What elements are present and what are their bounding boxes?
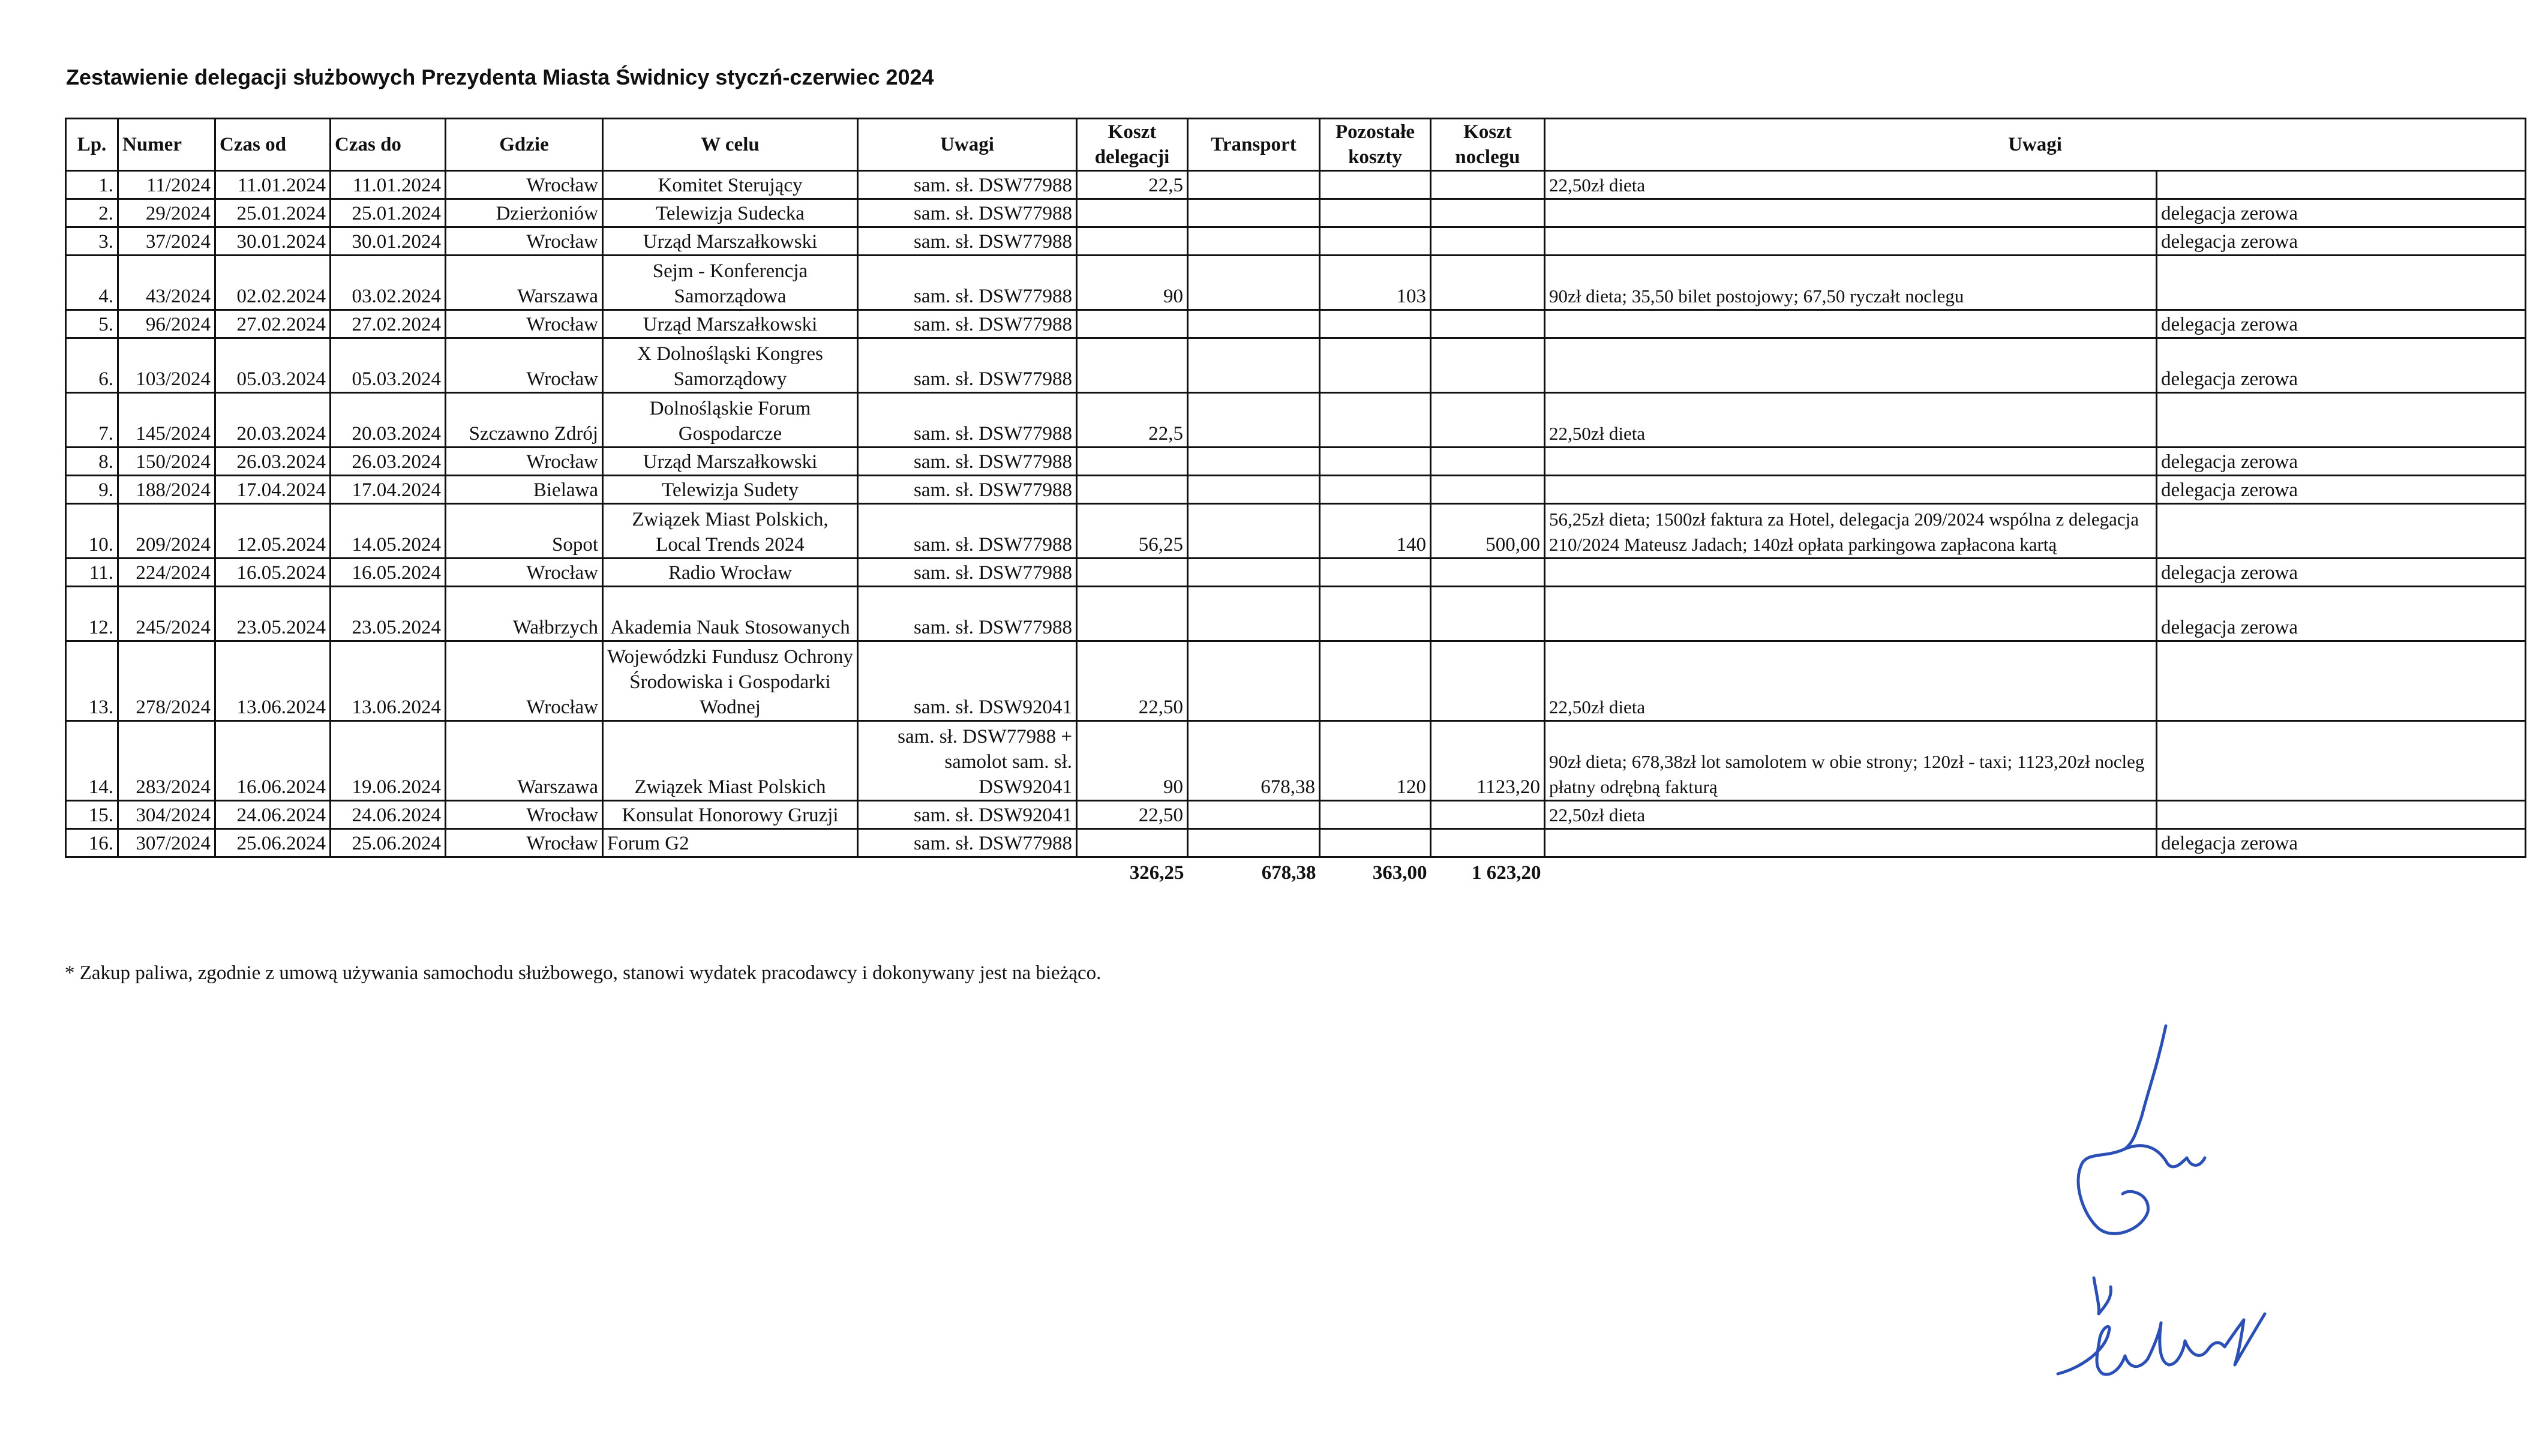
header-numer: Numer xyxy=(118,119,215,171)
cell-numer: 11/2024 xyxy=(118,171,215,199)
cell-czas-od: 25.06.2024 xyxy=(215,829,331,857)
cell-pozostale-koszty xyxy=(1320,559,1431,587)
cell-delegacja-zerowa xyxy=(2157,721,2526,801)
cell-koszt-noclegu xyxy=(1431,448,1545,476)
cell-w-celu: Urząd Marszałkowski xyxy=(603,310,858,338)
header-uwagi: Uwagi xyxy=(858,119,1077,171)
cell-pozostale-koszty xyxy=(1320,310,1431,338)
cell-uwagi: sam. sł. DSW77988 xyxy=(858,829,1077,857)
cell-delegacja-zerowa: delegacja zerowa xyxy=(2157,476,2526,504)
cell-delegacja-zerowa xyxy=(2157,256,2526,310)
cell-czas-do: 17.04.2024 xyxy=(331,476,446,504)
cell-czas-od: 26.03.2024 xyxy=(215,448,331,476)
cell-koszt-noclegu xyxy=(1431,256,1545,310)
cell-koszt-noclegu xyxy=(1431,559,1545,587)
cell-koszt-noclegu xyxy=(1431,199,1545,227)
cell-delegacja-zerowa: delegacja zerowa xyxy=(2157,559,2526,587)
cell-czas-do: 13.06.2024 xyxy=(331,641,446,721)
table-row xyxy=(66,171,2526,199)
cell-opis: 90zł dieta; 35,50 bilet postojowy; 67,50 ryczałt noclegu xyxy=(1545,256,2157,310)
cell-lp: 11. xyxy=(66,559,118,587)
footnote: * Zakup paliwa, zgodnie z umową używania samochodu służbowego, stanowi wydatek pracodawcy i dokonywany jest na bieżąco. xyxy=(65,962,1102,984)
cell-delegacja-zerowa: delegacja zerowa xyxy=(2157,829,2526,857)
cell-numer: 29/2024 xyxy=(118,199,215,227)
signature-stroke xyxy=(2058,1314,2265,1374)
cell-koszt-delegacji xyxy=(1077,559,1188,587)
cell-uwagi: sam. sł. DSW77988 xyxy=(858,476,1077,504)
cell-koszt-noclegu xyxy=(1431,476,1545,504)
cell-transport xyxy=(1188,504,1320,559)
cell-lp: 16. xyxy=(66,829,118,857)
table-row xyxy=(66,256,2526,310)
cell-gdzie: Bielawa xyxy=(446,476,603,504)
cell-numer: 150/2024 xyxy=(118,448,215,476)
cell-gdzie: Sopot xyxy=(446,504,603,559)
cell-czas-do: 26.03.2024 xyxy=(331,448,446,476)
cell-w-celu: Akademia Nauk Stosowanych xyxy=(603,587,858,641)
cell-gdzie: Warszawa xyxy=(446,256,603,310)
cell-w-celu: Urząd Marszałkowski xyxy=(603,448,858,476)
cell-czas-od: 02.02.2024 xyxy=(215,256,331,310)
cell-numer: 145/2024 xyxy=(118,393,215,448)
cell-uwagi: sam. sł. DSW92041 xyxy=(858,801,1077,829)
cell-delegacja-zerowa: delegacja zerowa xyxy=(2157,310,2526,338)
cell-czas-od: 25.01.2024 xyxy=(215,199,331,227)
cell-czas-od: 16.06.2024 xyxy=(215,721,331,801)
cell-czas-od: 23.05.2024 xyxy=(215,587,331,641)
cell-transport xyxy=(1188,256,1320,310)
cell-opis: 90zł dieta; 678,38zł lot samolotem w obie strony; 120zł - taxi; 1123,20zł nocleg płatny odrębną fakturą xyxy=(1545,721,2157,801)
cell-uwagi: sam. sł. DSW77988 xyxy=(858,448,1077,476)
table-row xyxy=(66,393,2526,448)
total-koszt-delegacji: 326,25 xyxy=(1129,862,1184,884)
cell-koszt-delegacji: 22,50 xyxy=(1077,641,1188,721)
cell-koszt-noclegu: 1123,20 xyxy=(1431,721,1545,801)
cell-transport xyxy=(1188,559,1320,587)
cell-numer: 103/2024 xyxy=(118,338,215,393)
cell-gdzie: Wrocław xyxy=(446,227,603,256)
cell-koszt-noclegu xyxy=(1431,829,1545,857)
cell-transport xyxy=(1188,641,1320,721)
cell-transport: 678,38 xyxy=(1188,721,1320,801)
cell-opis xyxy=(1545,310,2157,338)
document-title: Zestawienie delegacji służbowych Prezydenta Miasta Świdnicy styczń-czerwiec 2024 xyxy=(66,65,934,89)
cell-lp: 9. xyxy=(66,476,118,504)
cell-pozostale-koszty xyxy=(1320,801,1431,829)
cell-opis: 22,50zł dieta xyxy=(1545,641,2157,721)
cell-delegacja-zerowa xyxy=(2157,393,2526,448)
cell-transport xyxy=(1188,338,1320,393)
cell-czas-do: 25.01.2024 xyxy=(331,199,446,227)
cell-numer: 283/2024 xyxy=(118,721,215,801)
cell-czas-do: 11.01.2024 xyxy=(331,171,446,199)
table-body xyxy=(66,171,2526,857)
cell-opis xyxy=(1545,476,2157,504)
cell-pozostale-koszty xyxy=(1320,587,1431,641)
cell-transport xyxy=(1188,171,1320,199)
cell-koszt-delegacji xyxy=(1077,338,1188,393)
cell-w-celu: Wojewódzki Fundusz Ochrony Środowiska i Gospodarki Wodnej xyxy=(603,641,858,721)
cell-lp: 2. xyxy=(66,199,118,227)
cell-lp: 8. xyxy=(66,448,118,476)
cell-opis xyxy=(1545,338,2157,393)
signature xyxy=(1968,1014,2304,1434)
cell-uwagi: sam. sł. DSW77988 xyxy=(858,199,1077,227)
cell-opis xyxy=(1545,448,2157,476)
header-koszt-noclegu: Koszt noclegu xyxy=(1431,119,1545,171)
cell-czas-do: 23.05.2024 xyxy=(331,587,446,641)
signature-stroke xyxy=(2125,1146,2205,1167)
cell-gdzie: Dzierżoniów xyxy=(446,199,603,227)
cell-lp: 4. xyxy=(66,256,118,310)
cell-lp: 12. xyxy=(66,587,118,641)
cell-delegacja-zerowa: delegacja zerowa xyxy=(2157,227,2526,256)
cell-lp: 10. xyxy=(66,504,118,559)
cell-koszt-delegacji: 22,5 xyxy=(1077,393,1188,448)
signature-stroke xyxy=(2078,1026,2166,1233)
cell-koszt-delegacji: 90 xyxy=(1077,256,1188,310)
table-row xyxy=(66,721,2526,801)
cell-pozostale-koszty xyxy=(1320,199,1431,227)
cell-opis: 56,25zł dieta; 1500zł faktura za Hotel, delegacja 209/2024 wspólna z delegacja 210/2024 Mateusz Jadach; 140zł opłata parkingowa zapłacona kartą xyxy=(1545,504,2157,559)
cell-czas-od: 17.04.2024 xyxy=(215,476,331,504)
cell-numer: 96/2024 xyxy=(118,310,215,338)
cell-czas-od: 24.06.2024 xyxy=(215,801,331,829)
cell-uwagi: sam. sł. DSW77988 + samolot sam. sł. DSW92041 xyxy=(858,721,1077,801)
cell-czas-od: 05.03.2024 xyxy=(215,338,331,393)
cell-delegacja-zerowa: delegacja zerowa xyxy=(2157,338,2526,393)
cell-koszt-noclegu xyxy=(1431,801,1545,829)
cell-transport xyxy=(1188,829,1320,857)
cell-pozostale-koszty xyxy=(1320,393,1431,448)
cell-czas-do: 03.02.2024 xyxy=(331,256,446,310)
cell-lp: 5. xyxy=(66,310,118,338)
cell-koszt-noclegu xyxy=(1431,338,1545,393)
cell-uwagi: sam. sł. DSW77988 xyxy=(858,559,1077,587)
header-w-celu: W celu xyxy=(603,119,858,171)
cell-numer: 278/2024 xyxy=(118,641,215,721)
cell-czas-do: 14.05.2024 xyxy=(331,504,446,559)
cell-opis: 22,50zł dieta xyxy=(1545,393,2157,448)
cell-czas-od: 30.01.2024 xyxy=(215,227,331,256)
cell-koszt-delegacji xyxy=(1077,448,1188,476)
cell-w-celu: Forum G2 xyxy=(603,829,858,857)
cell-koszt-delegacji xyxy=(1077,829,1188,857)
cell-czas-do: 24.06.2024 xyxy=(331,801,446,829)
cell-lp: 15. xyxy=(66,801,118,829)
cell-czas-do: 19.06.2024 xyxy=(331,721,446,801)
cell-pozostale-koszty xyxy=(1320,171,1431,199)
signature-stroke xyxy=(2094,1278,2111,1314)
cell-czas-do: 25.06.2024 xyxy=(331,829,446,857)
cell-gdzie: Wrocław xyxy=(446,310,603,338)
cell-lp: 1. xyxy=(66,171,118,199)
cell-opis xyxy=(1545,227,2157,256)
cell-lp: 14. xyxy=(66,721,118,801)
cell-transport xyxy=(1188,801,1320,829)
cell-w-celu: Komitet Sterujący xyxy=(603,171,858,199)
table-row xyxy=(66,504,2526,559)
cell-transport xyxy=(1188,227,1320,256)
cell-opis: 22,50zł dieta xyxy=(1545,171,2157,199)
cell-koszt-noclegu xyxy=(1431,227,1545,256)
cell-opis: 22,50zł dieta xyxy=(1545,801,2157,829)
cell-koszt-noclegu xyxy=(1431,393,1545,448)
cell-czas-od: 27.02.2024 xyxy=(215,310,331,338)
table-row xyxy=(66,448,2526,476)
totals-spacer-right xyxy=(1545,857,2526,886)
cell-czas-od: 20.03.2024 xyxy=(215,393,331,448)
delegations-table xyxy=(65,118,2526,885)
header-uwagi-opis: Uwagi xyxy=(1545,119,2526,171)
cell-pozostale-koszty xyxy=(1320,448,1431,476)
cell-koszt-delegacji xyxy=(1077,587,1188,641)
cell-pozostale-koszty xyxy=(1320,227,1431,256)
cell-koszt-noclegu xyxy=(1431,641,1545,721)
cell-czas-do: 27.02.2024 xyxy=(331,310,446,338)
cell-pozostale-koszty: 103 xyxy=(1320,256,1431,310)
cell-numer: 307/2024 xyxy=(118,829,215,857)
cell-w-celu: Związek Miast Polskich xyxy=(603,721,858,801)
cell-opis xyxy=(1545,559,2157,587)
header-gdzie: Gdzie xyxy=(446,119,603,171)
table-row xyxy=(66,587,2526,641)
cell-opis xyxy=(1545,587,2157,641)
cell-gdzie: Szczawno Zdrój xyxy=(446,393,603,448)
cell-pozostale-koszty xyxy=(1320,641,1431,721)
cell-numer: 304/2024 xyxy=(118,801,215,829)
totals-row xyxy=(66,857,2526,886)
cell-w-celu: Związek Miast Polskich, Local Trends 2024 xyxy=(603,504,858,559)
cell-czas-do: 30.01.2024 xyxy=(331,227,446,256)
cell-numer: 224/2024 xyxy=(118,559,215,587)
cell-gdzie: Warszawa xyxy=(446,721,603,801)
cell-pozostale-koszty xyxy=(1320,829,1431,857)
cell-koszt-noclegu xyxy=(1431,171,1545,199)
table-row xyxy=(66,338,2526,393)
cell-uwagi: sam. sł. DSW77988 xyxy=(858,256,1077,310)
cell-czas-do: 20.03.2024 xyxy=(331,393,446,448)
cell-delegacja-zerowa: delegacja zerowa xyxy=(2157,199,2526,227)
cell-gdzie: Wrocław xyxy=(446,801,603,829)
cell-gdzie: Wrocław xyxy=(446,829,603,857)
cell-koszt-noclegu xyxy=(1431,310,1545,338)
cell-koszt-delegacji xyxy=(1077,227,1188,256)
cell-w-celu: Urząd Marszałkowski xyxy=(603,227,858,256)
total-koszt-noclegu: 1 623,20 xyxy=(1472,862,1541,884)
table-row xyxy=(66,801,2526,829)
header-transport: Transport xyxy=(1188,119,1320,171)
cell-lp: 7. xyxy=(66,393,118,448)
table-row xyxy=(66,829,2526,857)
cell-czas-od: 12.05.2024 xyxy=(215,504,331,559)
cell-numer: 37/2024 xyxy=(118,227,215,256)
header-czas-do: Czas do xyxy=(331,119,446,171)
table-row xyxy=(66,559,2526,587)
header-czas-od: Czas od xyxy=(215,119,331,171)
table-row xyxy=(66,641,2526,721)
cell-delegacja-zerowa: delegacja zerowa xyxy=(2157,448,2526,476)
cell-uwagi: sam. sł. DSW92041 xyxy=(858,641,1077,721)
cell-w-celu: Konsulat Honorowy Gruzji xyxy=(603,801,858,829)
cell-numer: 245/2024 xyxy=(118,587,215,641)
cell-koszt-delegacji: 22,5 xyxy=(1077,171,1188,199)
cell-koszt-noclegu: 500,00 xyxy=(1431,504,1545,559)
cell-delegacja-zerowa: delegacja zerowa xyxy=(2157,587,2526,641)
cell-gdzie: Wrocław xyxy=(446,338,603,393)
cell-pozostale-koszty xyxy=(1320,338,1431,393)
cell-czas-do: 05.03.2024 xyxy=(331,338,446,393)
cell-lp: 13. xyxy=(66,641,118,721)
cell-uwagi: sam. sł. DSW77988 xyxy=(858,393,1077,448)
cell-transport xyxy=(1188,448,1320,476)
cell-delegacja-zerowa xyxy=(2157,504,2526,559)
table-row xyxy=(66,199,2526,227)
cell-numer: 209/2024 xyxy=(118,504,215,559)
cell-pozostale-koszty: 140 xyxy=(1320,504,1431,559)
table-row xyxy=(66,310,2526,338)
cell-czas-od: 13.06.2024 xyxy=(215,641,331,721)
table-row xyxy=(66,476,2526,504)
header-pozostale-koszty: Pozostałe koszty xyxy=(1320,119,1431,171)
total-transport: 678,38 xyxy=(1261,862,1316,884)
header-lp: Lp. xyxy=(66,119,118,171)
cell-uwagi: sam. sł. DSW77988 xyxy=(858,227,1077,256)
cell-gdzie: Wrocław xyxy=(446,171,603,199)
cell-gdzie: Wrocław xyxy=(446,448,603,476)
cell-koszt-delegacji: 90 xyxy=(1077,721,1188,801)
cell-pozostale-koszty: 120 xyxy=(1320,721,1431,801)
cell-uwagi: sam. sł. DSW77988 xyxy=(858,310,1077,338)
header-row xyxy=(66,119,2526,171)
cell-w-celu: Radio Wrocław xyxy=(603,559,858,587)
cell-koszt-delegacji xyxy=(1077,310,1188,338)
cell-w-celu: X Dolnośląski Kongres Samorządowy xyxy=(603,338,858,393)
cell-lp: 3. xyxy=(66,227,118,256)
cell-gdzie: Wrocław xyxy=(446,559,603,587)
cell-uwagi: sam. sł. DSW77988 xyxy=(858,587,1077,641)
cell-gdzie: Wałbrzych xyxy=(446,587,603,641)
cell-koszt-delegacji xyxy=(1077,476,1188,504)
cell-koszt-noclegu xyxy=(1431,587,1545,641)
cell-numer: 43/2024 xyxy=(118,256,215,310)
cell-opis xyxy=(1545,199,2157,227)
cell-uwagi: sam. sł. DSW77988 xyxy=(858,338,1077,393)
cell-pozostale-koszty xyxy=(1320,476,1431,504)
total-pozostale-koszty: 363,00 xyxy=(1372,862,1427,884)
cell-delegacja-zerowa xyxy=(2157,641,2526,721)
cell-numer: 188/2024 xyxy=(118,476,215,504)
cell-uwagi: sam. sł. DSW77988 xyxy=(858,171,1077,199)
cell-lp: 6. xyxy=(66,338,118,393)
cell-transport xyxy=(1188,393,1320,448)
cell-w-celu: Dolnośląskie Forum Gospodarcze xyxy=(603,393,858,448)
cell-w-celu: Sejm - Konferencja Samorządowa xyxy=(603,256,858,310)
cell-gdzie: Wrocław xyxy=(446,641,603,721)
cell-transport xyxy=(1188,310,1320,338)
cell-czas-do: 16.05.2024 xyxy=(331,559,446,587)
cell-koszt-delegacji: 56,25 xyxy=(1077,504,1188,559)
header-koszt-delegacji: Koszt delegacji xyxy=(1077,119,1188,171)
cell-koszt-delegacji: 22,50 xyxy=(1077,801,1188,829)
cell-koszt-delegacji xyxy=(1077,199,1188,227)
cell-w-celu: Telewizja Sudety xyxy=(603,476,858,504)
table-row xyxy=(66,227,2526,256)
cell-transport xyxy=(1188,587,1320,641)
cell-w-celu: Telewizja Sudecka xyxy=(603,199,858,227)
cell-delegacja-zerowa xyxy=(2157,171,2526,199)
cell-czas-od: 11.01.2024 xyxy=(215,171,331,199)
cell-czas-od: 16.05.2024 xyxy=(215,559,331,587)
cell-transport xyxy=(1188,476,1320,504)
cell-opis xyxy=(1545,829,2157,857)
totals-spacer xyxy=(66,857,1077,886)
cell-uwagi: sam. sł. DSW77988 xyxy=(858,504,1077,559)
cell-transport xyxy=(1188,199,1320,227)
cell-delegacja-zerowa xyxy=(2157,801,2526,829)
